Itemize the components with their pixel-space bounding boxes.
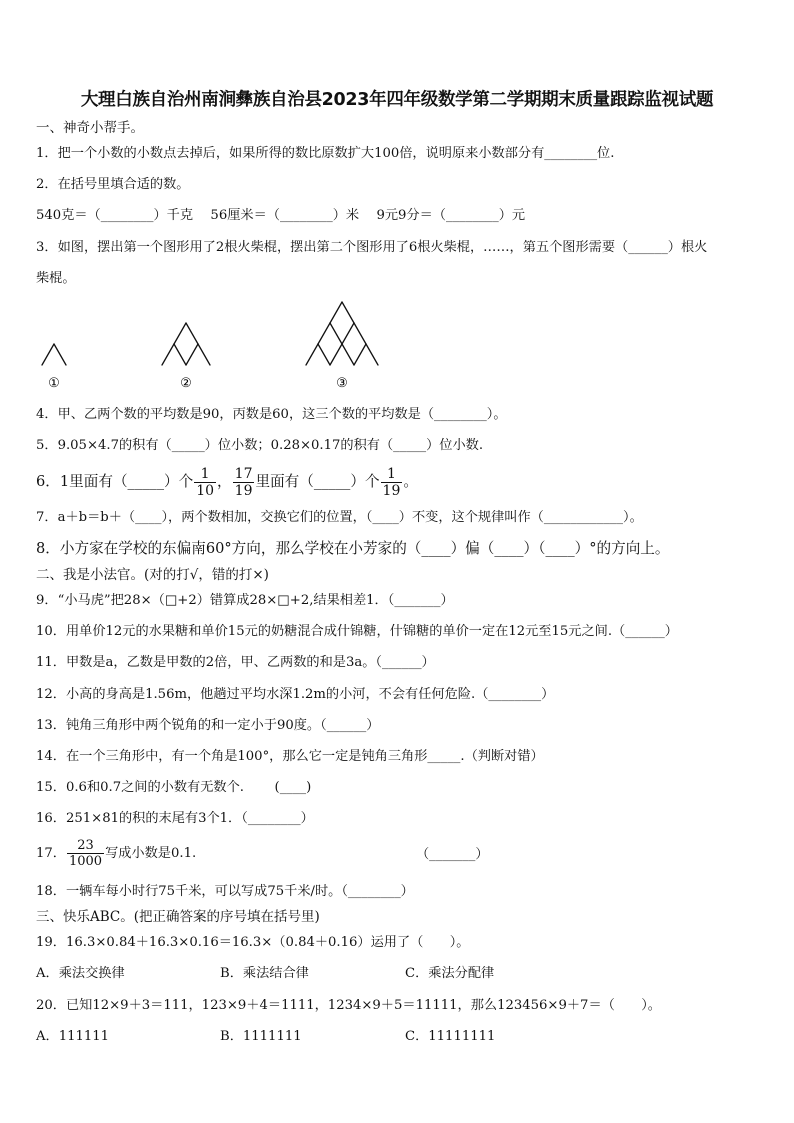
question-12: 12．小高的身高是1.56m，他趟过平均水深1.2m的小河，不会有任何危险.（________）	[36, 687, 555, 702]
question-17-text: 写成小数是0.1.	[105, 846, 197, 861]
question-8: 8．小方家在学校的东偏南60°方向，那么学校在小芳家的（____）偏（____）（____）°的方向上。	[36, 540, 670, 557]
fraction-denominator: 1000	[68, 854, 103, 869]
question-2: 2．在括号里填合适的数。	[36, 177, 190, 192]
question-18: 18．一辆车每小时行75千米，可以写成75千米/时。（________）	[36, 884, 414, 899]
fraction-denominator: 19	[382, 482, 401, 499]
matchstick-figure-1	[42, 344, 66, 365]
question-17-label: 17．	[36, 846, 66, 861]
question-17	[36, 834, 196, 874]
question-20-option-b: B．1111111	[220, 1029, 302, 1044]
question-19-option-c: C．乘法分配律	[405, 966, 495, 981]
page-title: 大理白族自治州南涧彝族自治县2023年四年级数学第二学期期末质量跟踪监视试题	[80, 90, 714, 110]
section-heading-one: 一、神奇小帮手。	[36, 120, 144, 136]
section-heading-three: 三、快乐ABC。(把正确答案的序号填在括号里)	[36, 909, 320, 925]
question-10: 10．用单价12元的水果糖和单价15元的奶糖混合成什锦糖，什锦糖的单价一定在12元至15元之间.（______）	[36, 624, 678, 639]
question-20: 20．已知12×9＋3＝111，123×9＋4＝1111，1234×9＋5＝11111，那么123456×9＋7＝（ ）。	[36, 998, 661, 1013]
question-1: 1．把一个小数的小数点去掉后，如果所得的数比原数扩大100倍，说明原来小数部分有________位.	[36, 146, 615, 161]
question-13: 13．钝角三角形中两个锐角的和一定小于90度。（______）	[36, 718, 380, 733]
question-19: 19．16.3×0.84＋16.3×0.16＝16.3×（0.84＋0.16）运用了（ ）。	[36, 935, 470, 950]
fraction-denominator: 19	[234, 482, 253, 499]
question-11: 11．甲数是a，乙数是甲数的2倍，甲、乙两数的和是3a。（______）	[36, 655, 435, 670]
question-9: 9．“小马虎”把28×（□+2）错算成28×□+2,结果相差1．（_______）	[36, 593, 454, 608]
matchstick-figure-3	[306, 302, 378, 365]
question-17-answer-blank: （_______）	[416, 847, 489, 862]
question-6-text-1: 6．1里面有（_____）个	[36, 473, 194, 490]
section-heading-two: 二、我是小法官。(对的打√，错的打×)	[36, 567, 269, 583]
question-5: 5．9.05×4.7的积有（_____）位小数；0.28×0.17的积有（_____）位小数.	[36, 438, 484, 453]
question-19-option-b: B．乘法结合律	[220, 966, 309, 981]
question-2-items: 540克＝（________）千克 56厘米＝（________）米 9元9分＝（________）元	[36, 208, 526, 223]
question-3-line-1: 3．如图，摆出第一个图形用了2根火柴棍，摆出第二个图形用了6根火柴棍，……，第五个图形需要（______）根火	[36, 240, 708, 255]
question-4: 4．甲、乙两个数的平均数是90，丙数是60，这三个数的平均数是（________）。	[36, 407, 507, 422]
question-6-text-4: 。	[403, 473, 418, 490]
fraction-numerator: 23	[67, 839, 104, 854]
figure-label-3: ③	[336, 376, 348, 391]
question-16: 16．251×81的积的末尾有3个1．（________）	[36, 811, 314, 826]
fraction-numerator: 1	[381, 467, 403, 483]
question-15: 15．0.6和0.7之间的小数有无数个. (____)	[36, 780, 312, 795]
question-14: 14．在一个三角形中，有一个角是100°，那么它一定是钝角三角形_____.（判断对错）	[36, 749, 544, 764]
fraction-23-1000	[67, 839, 104, 868]
question-6-text-2: ，	[217, 473, 232, 490]
question-3-line-2: 柴棍。	[36, 271, 76, 286]
figure-label-1: ①	[48, 376, 60, 391]
fraction-17-19	[233, 467, 255, 498]
fraction-denominator: 10	[196, 482, 215, 499]
fraction-1-19	[381, 467, 403, 498]
matchstick-figure-2	[162, 323, 210, 365]
fraction-numerator: 17	[234, 465, 253, 482]
question-7: 7．a＋b＝b＋（____），两个数相加，交换它们的位置，（____）不变，这个规律叫作（____________）。	[36, 510, 643, 525]
fraction-numerator: 1	[194, 467, 216, 483]
question-20-option-c: C．11111111	[405, 1029, 496, 1044]
figure-label-2: ②	[180, 376, 192, 391]
question-6-text-3: 里面有（_____）个	[255, 473, 380, 490]
matchstick-figures	[0, 0, 794, 400]
question-19-option-a: A．乘法交换律	[36, 966, 125, 981]
fraction-1-10	[194, 467, 216, 498]
question-20-option-a: A．111111	[36, 1029, 110, 1044]
question-6	[36, 462, 418, 502]
